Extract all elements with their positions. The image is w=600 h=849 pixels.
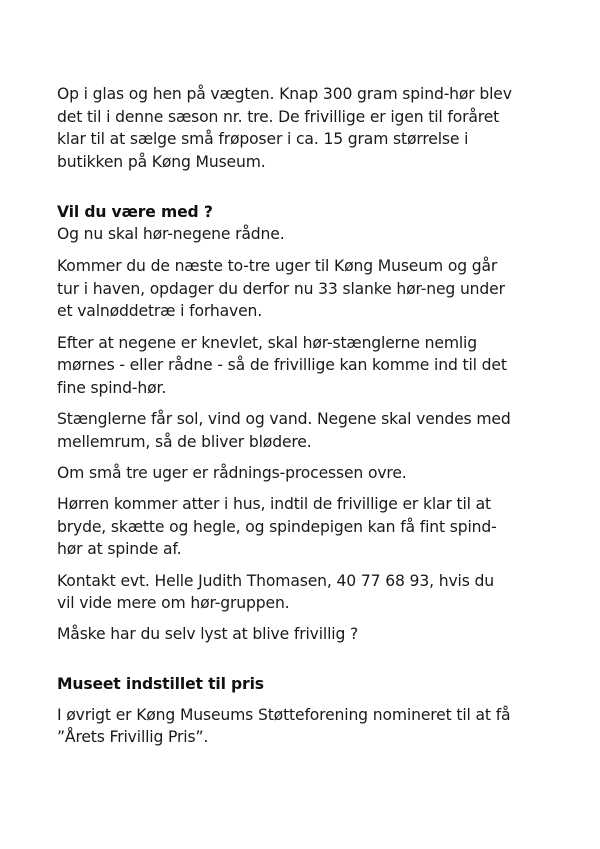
text-line: fine spind-hør. [57, 379, 167, 397]
text-line: Kommer du de næste to-tre uger til Køng Museum og går [57, 257, 498, 275]
text-line: Stænglerne får sol, vind og vand. Negene skal vendes med [57, 410, 511, 428]
text-line: det til i denne sæson nr. tre. De frivillige er igen til foråret [57, 108, 500, 126]
text-line: klar til at sælge små frøposer i ca. 15 gram størrelse i [57, 130, 469, 148]
text-line: Måske har du selv lyst at blive frivillig ? [57, 625, 359, 643]
section-heading: Vil du være med ? [57, 203, 213, 221]
text-line: vil vide mere om hør-gruppen. [57, 594, 290, 612]
text-line: mellemrum, så de bliver blødere. [57, 433, 312, 451]
text-line: Hørren kommer atter i hus, indtil de frivillige er klar til at [57, 495, 491, 513]
text-line: tur i haven, opdager du derfor nu 33 slanke hør-neg under [57, 280, 505, 298]
text-line: ”Årets Frivillig Pris”. [57, 728, 209, 746]
text-line: Og nu skal hør-negene rådne. [57, 225, 285, 243]
text-line: I øvrigt er Køng Museums Støtteforening nomineret til at få [57, 706, 511, 724]
text-line: bryde, skætte og hegle, og spindepigen kan få fint spind- [57, 518, 497, 536]
text-line: butikken på Køng Museum. [57, 153, 266, 171]
text-line: Kontakt evt. Helle Judith Thomasen, 40 77 68 93, hvis du [57, 572, 494, 590]
text-line: Op i glas og hen på vægten. Knap 300 gram spind-hør blev [57, 85, 512, 103]
section-heading: Museet indstillet til pris [57, 675, 264, 693]
text-line: Efter at negene er knevlet, skal hør-stænglerne nemlig [57, 334, 477, 352]
text-line: et valnøddetræ i forhaven. [57, 302, 263, 320]
text-line: mørnes - eller rådne - så de frivillige kan komme ind til det [57, 356, 507, 374]
text-line: Om små tre uger er rådnings-processen ovre. [57, 464, 407, 482]
text-line: hør at spinde af. [57, 540, 182, 558]
